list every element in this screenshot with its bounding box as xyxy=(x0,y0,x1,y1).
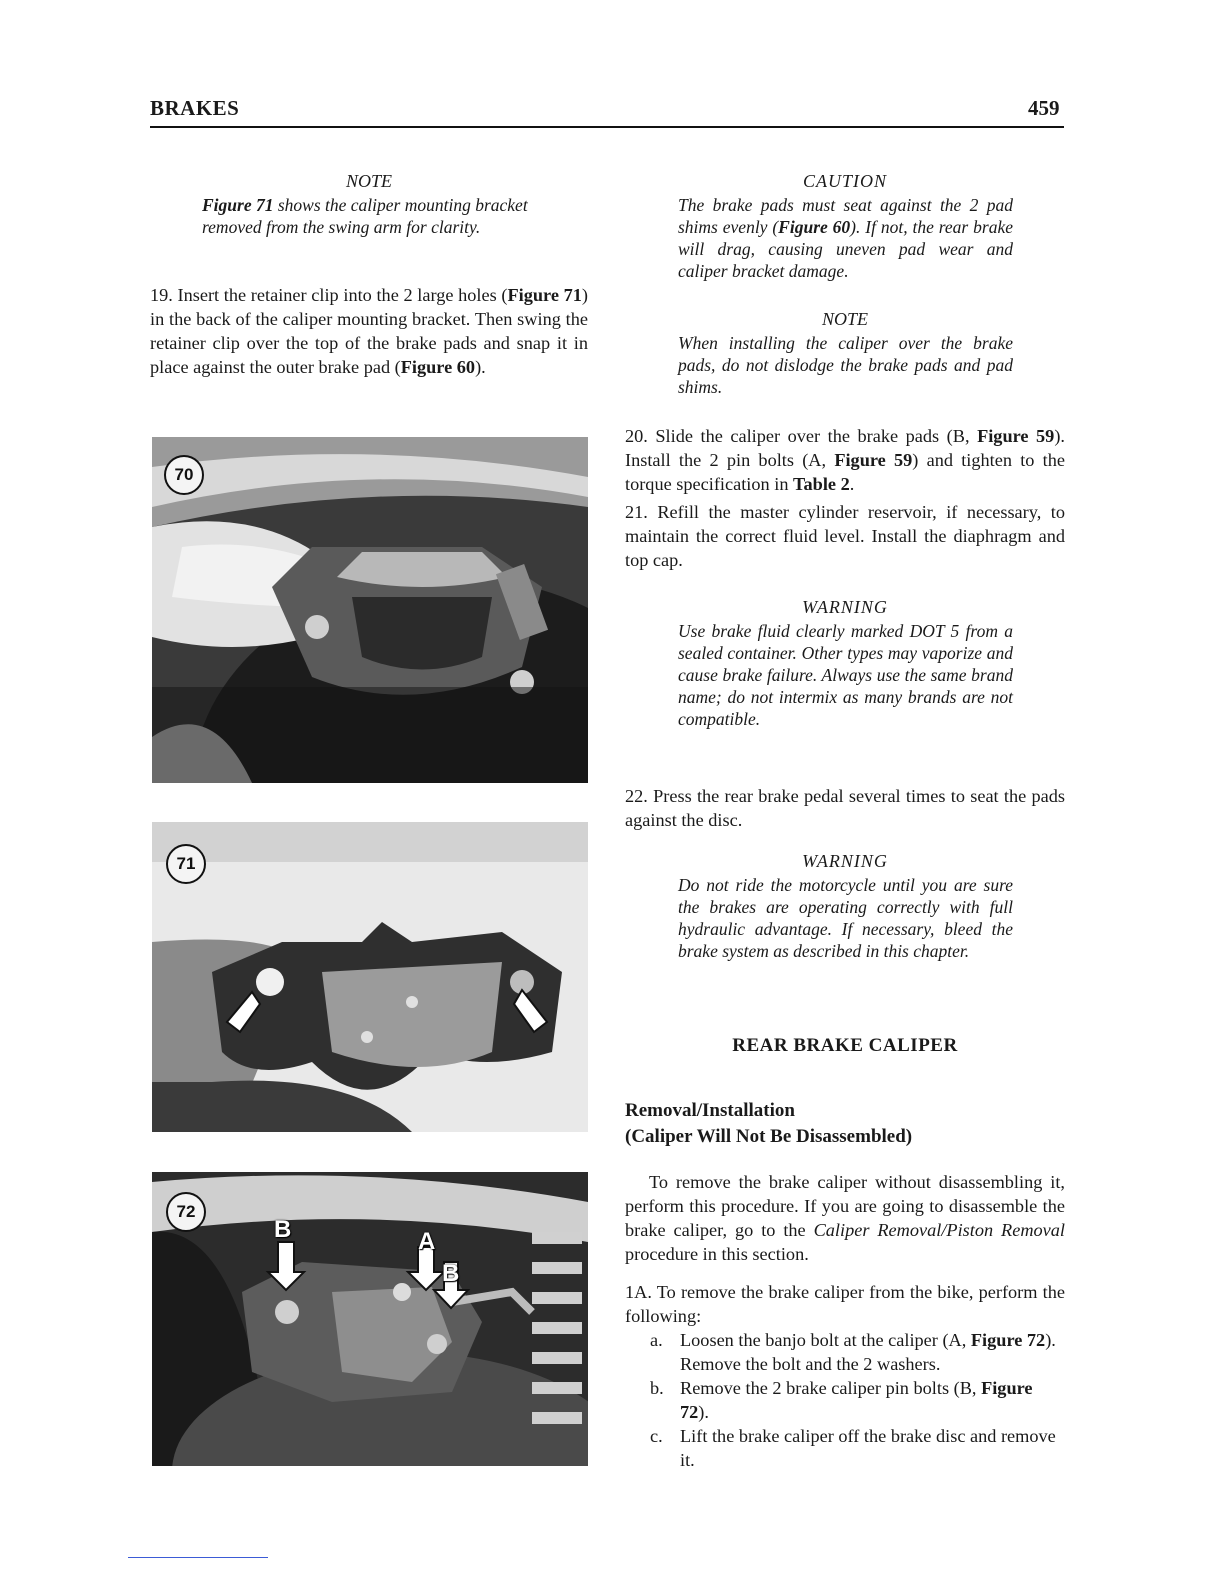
caution-block xyxy=(625,170,1065,282)
figure-ref: Figure 72 xyxy=(680,1378,1033,1422)
figure-ref: Figure 59 xyxy=(834,450,913,470)
running-header-section: BRAKES xyxy=(150,96,240,120)
callout-a: A xyxy=(418,1228,436,1255)
list-item: c. Lift the brake caliper off the brake disc and remove it. xyxy=(650,1426,1056,1470)
figure-72-badge: 72 xyxy=(166,1192,206,1232)
warning-block-1 xyxy=(625,596,1065,730)
substep-list xyxy=(650,1328,1065,1472)
step-22: 22. Press the rear brake pedal several times to seat the pads against the disc. xyxy=(625,786,1065,830)
warning-block-2 xyxy=(625,850,1065,962)
figure-ref: Figure 71 xyxy=(507,285,582,305)
figure-ref: Figure 60 xyxy=(400,357,476,377)
note-text: Figure 71 shows the caliper mounting bracket removed from the swing arm for clarity. xyxy=(202,195,528,237)
note-title: NOTE xyxy=(821,309,868,329)
step-21: 21. Refill the master cylinder reservoir, if necessary, to maintain the correct fluid level. Install the diaphragm and top cap. xyxy=(625,502,1065,570)
subheading-line-2: (Caliper Will Not Be Disassembled) xyxy=(625,1126,913,1147)
caution-text: The brake pads must seat against the 2 pad shims evenly (Figure 60). If not, the rear brake will drag, causing uneven pad wear and caliper bracket damage. xyxy=(678,195,1013,281)
figure-ref: Figure 60 xyxy=(778,217,851,237)
footer-rule xyxy=(128,1557,268,1558)
subheading-line-1: Removal/Installation xyxy=(625,1100,795,1121)
warning-text: Do not ride the motorcycle until you are sure the brakes are operating correctly with full hydraulic advantage. If necessary, bleed the brake system as described in this chapter. xyxy=(678,875,1013,961)
intro-paragraph: To remove the brake caliper without disassembling it, perform this procedure. If you are going to disassemble the brake caliper, go to the Caliper Removal/Piston Removal procedure in this section. xyxy=(625,1172,1066,1264)
brake-pads-photo xyxy=(152,437,588,783)
note-text: When installing the caliper over the brake pads, do not dislodge the brake pads and pad shims. xyxy=(678,333,1013,397)
list-item: b. Remove the 2 brake caliper pin bolts (B, Figure 72). xyxy=(650,1378,1033,1422)
figure-ref: Figure 59 xyxy=(977,426,1055,446)
note-block-right xyxy=(625,308,1065,398)
warning-text: Use brake fluid clearly marked DOT 5 from a sealed container. Other types may vaporize and cause brake failure. Always use the same brand name; do not intermix as many brands are not compatible. xyxy=(678,621,1013,729)
step-1a: 1A. To remove the brake caliper from the bike, perform the following: xyxy=(625,1282,1065,1326)
figure-71-photo xyxy=(152,822,588,1132)
caution-title: CAUTION xyxy=(802,171,887,191)
callout-b-right: B xyxy=(442,1260,460,1287)
figure-72-photo xyxy=(152,1172,588,1466)
warning-title: WARNING xyxy=(802,851,888,871)
figure-71-badge: 71 xyxy=(166,844,206,884)
figure-70-badge: 70 xyxy=(164,455,204,495)
procedure-ref: Caliper Removal/Piston Removal xyxy=(813,1220,1066,1240)
table-ref: Table 2 xyxy=(793,474,850,494)
section-heading: REAR BRAKE CALIPER xyxy=(732,1035,958,1056)
warning-title: WARNING xyxy=(802,597,888,617)
page-number: 459 xyxy=(1028,96,1060,120)
figure-ref: Figure 72 xyxy=(970,1330,1046,1350)
note-title: NOTE xyxy=(345,171,392,191)
list-item: a. Loosen the banjo bolt at the caliper (A, Figure 72). Remove the bolt and the 2 washers. xyxy=(650,1330,1056,1374)
figure-ref: Figure 71 xyxy=(202,195,274,215)
callout-b-left: B xyxy=(274,1216,292,1243)
note-block-left xyxy=(150,170,588,238)
rear-caliper-photo xyxy=(152,1172,588,1466)
figure-70-photo xyxy=(152,437,588,783)
step-20: 20. Slide the caliper over the brake pads (B, Figure 59). Install the 2 pin bolts (A, Figure 59) and tighten to the torque specification in Table 2. xyxy=(625,426,1065,494)
step-19: 19. Insert the retainer clip into the 2 large holes (Figure 71) in the back of the caliper mounting bracket. Then swing the retainer clip over the top of the brake pads and snap it in place against the outer brake pad (Figure 60). xyxy=(150,285,588,377)
header-divider xyxy=(150,126,1064,128)
caliper-bracket-photo xyxy=(152,822,588,1132)
